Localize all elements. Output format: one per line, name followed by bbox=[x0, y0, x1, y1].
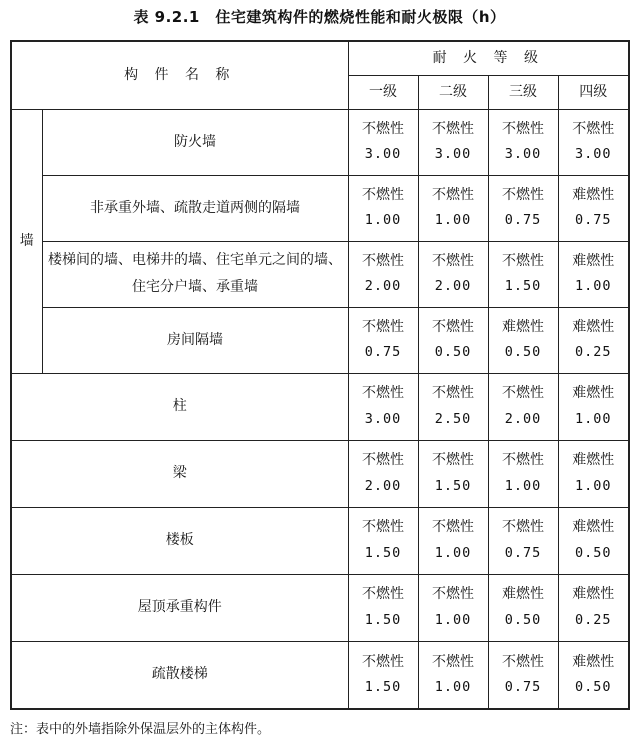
combustibility-text: 不燃性 bbox=[362, 186, 405, 203]
combustibility-text: 不燃性 bbox=[502, 653, 545, 670]
rating-cell bbox=[348, 440, 418, 507]
combustibility-text: 不燃性 bbox=[362, 452, 405, 469]
fire-resistance-hours: 0.75 bbox=[504, 212, 542, 229]
table-row bbox=[11, 574, 629, 641]
fire-resistance-hours: 3.00 bbox=[575, 146, 612, 163]
rating-cell bbox=[488, 175, 558, 241]
combustibility-text: 不燃性 bbox=[362, 318, 405, 335]
table-title: 表 9.2.1 住宅建筑构件的燃烧性能和耐火极限（h） bbox=[133, 8, 506, 26]
fire-resistance-hours: 2.00 bbox=[364, 477, 402, 494]
combustibility-text: 难燃性 bbox=[572, 519, 615, 536]
rating-cell bbox=[418, 641, 488, 709]
component-name-cell: 屋顶承重构件 bbox=[11, 574, 348, 641]
combustibility-text: 不燃性 bbox=[432, 318, 475, 335]
combustibility-text: 不燃性 bbox=[502, 252, 545, 269]
component-name-cell: 楼梯间的墙、电梯井的墙、住宅单元之间的墙、住宅分户墙、承重墙 bbox=[42, 241, 348, 307]
table-row bbox=[11, 440, 629, 507]
component-name-cell: 柱 bbox=[11, 373, 348, 440]
rating-cell bbox=[558, 574, 629, 641]
fire-resistance-hours: 0.50 bbox=[575, 544, 612, 561]
fire-resistance-hours: 1.00 bbox=[364, 212, 402, 229]
combustibility-text: 不燃性 bbox=[432, 252, 475, 269]
fire-resistance-hours: 1.50 bbox=[364, 544, 402, 561]
rating-cell bbox=[418, 373, 488, 440]
combustibility-text: 难燃性 bbox=[572, 318, 615, 335]
rating-cell bbox=[488, 241, 558, 307]
fire-resistance-hours: 1.00 bbox=[434, 679, 472, 696]
combustibility-text: 难燃性 bbox=[572, 452, 615, 469]
rating-cell bbox=[558, 109, 629, 175]
fire-resistance-hours: 3.00 bbox=[504, 146, 542, 163]
component-name-cell: 非承重外墙、疏散走道两侧的隔墙 bbox=[42, 175, 348, 241]
combustibility-text: 难燃性 bbox=[572, 586, 615, 603]
rating-cell bbox=[488, 440, 558, 507]
rating-cell bbox=[418, 574, 488, 641]
combustibility-text: 不燃性 bbox=[362, 586, 405, 603]
fire-resistance-hours: 0.25 bbox=[575, 344, 612, 361]
combustibility-text: 难燃性 bbox=[502, 318, 545, 335]
combustibility-text: 难燃性 bbox=[572, 252, 615, 269]
fire-resistance-hours: 1.50 bbox=[364, 611, 402, 628]
fire-resistance-hours: 3.00 bbox=[434, 146, 472, 163]
fire-resistance-hours: 1.50 bbox=[434, 477, 472, 494]
table-row bbox=[11, 109, 629, 175]
header-level-2: 二级 bbox=[418, 75, 488, 109]
combustibility-text: 难燃性 bbox=[572, 385, 615, 402]
combustibility-text: 不燃性 bbox=[502, 519, 545, 536]
combustibility-text: 不燃性 bbox=[502, 120, 545, 137]
fire-resistance-hours: 2.00 bbox=[434, 278, 472, 295]
rating-cell bbox=[558, 440, 629, 507]
combustibility-text: 难燃性 bbox=[572, 653, 615, 670]
fire-resistance-hours: 1.00 bbox=[434, 611, 472, 628]
fire-resistance-hours: 0.75 bbox=[504, 544, 542, 561]
combustibility-text: 不燃性 bbox=[502, 452, 545, 469]
fire-resistance-hours: 1.00 bbox=[575, 477, 612, 494]
table-row bbox=[11, 373, 629, 440]
rating-cell bbox=[348, 241, 418, 307]
fire-resistance-hours: 2.00 bbox=[504, 410, 542, 427]
combustibility-text: 不燃性 bbox=[362, 385, 405, 402]
fire-resistance-hours: 0.75 bbox=[575, 212, 612, 229]
table-row bbox=[11, 641, 629, 709]
fire-resistance-hours: 0.75 bbox=[364, 344, 402, 361]
component-name-cell: 梁 bbox=[11, 440, 348, 507]
rating-cell bbox=[418, 241, 488, 307]
rating-cell bbox=[488, 307, 558, 373]
table-row bbox=[11, 241, 629, 307]
combustibility-text: 不燃性 bbox=[362, 519, 405, 536]
combustibility-text: 不燃性 bbox=[432, 586, 475, 603]
fire-resistance-hours: 3.00 bbox=[364, 146, 402, 163]
combustibility-text: 不燃性 bbox=[432, 120, 475, 137]
combustibility-text: 不燃性 bbox=[362, 120, 405, 137]
rating-cell bbox=[348, 574, 418, 641]
table-note: 注：表中的外墙指除外保温层外的主体构件。 bbox=[10, 722, 271, 737]
fire-resistance-hours: 1.00 bbox=[434, 544, 472, 561]
rating-cell bbox=[558, 175, 629, 241]
fire-resistance-hours: 0.25 bbox=[575, 611, 612, 628]
component-name-cell: 楼板 bbox=[11, 507, 348, 574]
table-body bbox=[11, 109, 629, 709]
component-name-cell: 房间隔墙 bbox=[42, 307, 348, 373]
rating-cell bbox=[348, 507, 418, 574]
combustibility-text: 不燃性 bbox=[572, 120, 615, 137]
rating-cell bbox=[558, 373, 629, 440]
combustibility-text: 不燃性 bbox=[502, 186, 545, 203]
rating-cell bbox=[558, 307, 629, 373]
rating-cell bbox=[348, 175, 418, 241]
component-name-cell: 疏散楼梯 bbox=[11, 641, 348, 709]
combustibility-text: 不燃性 bbox=[432, 452, 475, 469]
fire-resistance-hours: 2.50 bbox=[434, 410, 472, 427]
combustibility-text: 不燃性 bbox=[432, 653, 475, 670]
fire-resistance-hours: 1.50 bbox=[504, 278, 542, 295]
rating-cell bbox=[348, 641, 418, 709]
header-fire-rating: 耐 火 等 级 bbox=[348, 41, 629, 75]
rating-cell bbox=[348, 373, 418, 440]
fire-resistance-hours: 1.00 bbox=[504, 477, 542, 494]
combustibility-text: 难燃性 bbox=[502, 586, 545, 603]
rating-cell bbox=[418, 109, 488, 175]
combustibility-text: 难燃性 bbox=[572, 186, 615, 203]
rating-cell bbox=[558, 241, 629, 307]
rating-cell bbox=[488, 373, 558, 440]
rating-cell bbox=[418, 175, 488, 241]
combustibility-text: 不燃性 bbox=[432, 385, 475, 402]
fire-resistance-hours: 1.00 bbox=[434, 212, 472, 229]
header-level-1: 一级 bbox=[348, 75, 418, 109]
rating-cell bbox=[348, 109, 418, 175]
rating-cell bbox=[488, 574, 558, 641]
fire-resistance-hours: 1.50 bbox=[364, 679, 402, 696]
table-row bbox=[11, 307, 629, 373]
rating-cell bbox=[418, 307, 488, 373]
rating-cell bbox=[488, 507, 558, 574]
rating-cell bbox=[418, 440, 488, 507]
fire-resistance-hours: 1.00 bbox=[575, 410, 612, 427]
rating-cell bbox=[558, 507, 629, 574]
rating-cell bbox=[558, 641, 629, 709]
fire-resistance-hours: 3.00 bbox=[364, 410, 402, 427]
rating-cell bbox=[488, 109, 558, 175]
rating-cell bbox=[418, 507, 488, 574]
header-component-name: 构 件 名 称 bbox=[11, 41, 348, 109]
rating-cell bbox=[348, 307, 418, 373]
table-row bbox=[11, 507, 629, 574]
wall-group-label: 墙 bbox=[11, 109, 42, 373]
header-level-3: 三级 bbox=[488, 75, 558, 109]
combustibility-text: 不燃性 bbox=[362, 252, 405, 269]
fire-resistance-hours: 0.50 bbox=[504, 611, 542, 628]
header-level-4: 四级 bbox=[558, 75, 629, 109]
combustibility-text: 不燃性 bbox=[502, 385, 545, 402]
fire-resistance-hours: 0.50 bbox=[575, 679, 612, 696]
fire-resistance-hours: 1.00 bbox=[575, 278, 612, 295]
combustibility-text: 不燃性 bbox=[432, 519, 475, 536]
fire-resistance-hours: 2.00 bbox=[364, 278, 402, 295]
table-row bbox=[11, 175, 629, 241]
combustibility-text: 不燃性 bbox=[432, 186, 475, 203]
rating-cell bbox=[488, 641, 558, 709]
fire-resistance-hours: 0.75 bbox=[504, 679, 542, 696]
component-name-cell: 防火墙 bbox=[42, 109, 348, 175]
fire-resistance-hours: 0.50 bbox=[434, 344, 472, 361]
fire-resistance-hours: 0.50 bbox=[504, 344, 542, 361]
combustibility-text: 不燃性 bbox=[362, 653, 405, 670]
fire-rating-table bbox=[10, 40, 630, 710]
